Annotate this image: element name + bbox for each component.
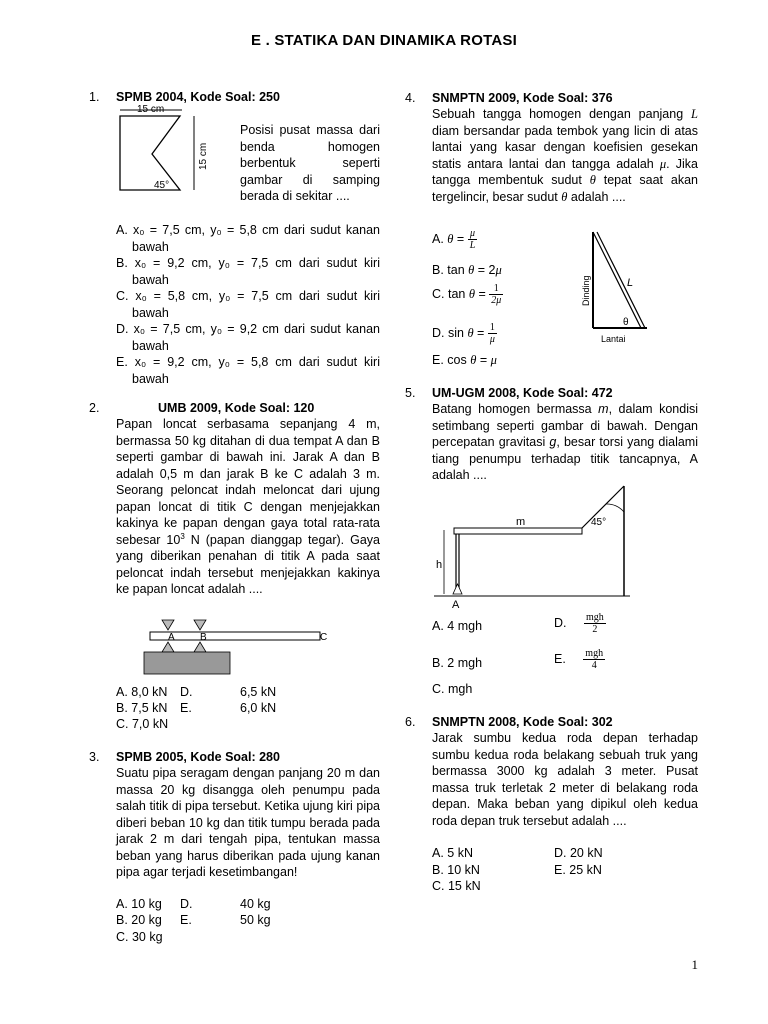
q4-opt-d-key: D. sin: [432, 325, 468, 340]
question-1-options: [116, 222, 380, 387]
q2-option-c[interactable]: C. 7,0 kN: [116, 717, 169, 731]
q5-beam-figure: [430, 478, 640, 612]
q4-opt-b-var: θ: [468, 263, 475, 277]
question-4-text: [432, 106, 698, 205]
q4-text-2: diam bersandar pada tembok yang licin di atas lantai yang kasar dengan koefisien gesekan statis antara lantai dan tangga adalah: [432, 123, 698, 171]
q5-fig-mass-label: m: [516, 516, 526, 528]
q4-opt-b-key: B. tan: [432, 263, 469, 277]
q4-opt-e-eq: =: [476, 353, 491, 367]
q5-opt-e-num: mgh: [585, 648, 604, 659]
question-5-text: [432, 401, 698, 484]
q4-option-a[interactable]: [432, 228, 477, 251]
q4-opt-d-var: θ: [467, 325, 474, 340]
q1-fig-top-label: 15 cm: [137, 104, 165, 115]
q4-text-theta: θ: [589, 173, 596, 187]
q2-option-a[interactable]: A. 8,0 kN: [116, 685, 168, 699]
q4-opt-e-key: E. cos: [432, 353, 471, 367]
q4-opt-c-eq: =: [474, 286, 490, 301]
q3-option-b[interactable]: B. 20 kg: [116, 913, 162, 927]
q3-option-d-value[interactable]: 40 kg: [240, 897, 271, 911]
q5-text-2: , dalam kondisi setimbang seperti gambar di bawah. Dengan percepatan gravitasi: [432, 402, 698, 449]
q4-text-theta-2: θ: [561, 189, 568, 204]
q1-option-b[interactable]: B. x₀ = 9,2 cm, y₀ = 7,5 cm dari sudut kiri bawah: [116, 256, 380, 287]
question-1-text: Posisi pusat massa dari benda homogen berbentuk seperti gambar di samping berada di sekitar ....: [240, 123, 380, 203]
question-number-2: 2.: [89, 401, 100, 415]
q1-option-a[interactable]: A. x₀ = 7,5 cm, y₀ = 5,8 cm dari sudut kanan bawah: [116, 223, 380, 254]
q4-opt-b-eq: = 2: [474, 263, 496, 277]
q1-figure: [112, 104, 220, 196]
q4-option-e[interactable]: [432, 352, 497, 369]
q5-fig-height-label: h: [436, 559, 443, 571]
q4-fig-angle-label: θ: [623, 317, 629, 328]
q4-opt-b-mu: μ: [495, 263, 502, 277]
q6-option-b[interactable]: B. 10 kN: [432, 863, 480, 877]
q4-option-c[interactable]: [432, 283, 503, 306]
question-6-text: Jarak sumbu kedua roda depan terhadap sumbu kedua roda belakang sebuah truk yang bermassa 3000 kg adalah 3 meter. Pusat massa truk terletak 2 meter di belakang roda depan. Maka beban yang dipikul oleh kedua roda depan truk tersebut adalah ....: [432, 731, 698, 828]
q4-opt-a-num: μ: [468, 228, 478, 240]
q4-fig-length-label: L: [627, 277, 634, 289]
q4-opt-d-eq: =: [473, 325, 488, 340]
question-number-6: 6.: [405, 715, 416, 729]
question-4-header: SNMPTN 2009, Kode Soal: 376: [432, 91, 613, 105]
question-number-1: 1.: [89, 90, 100, 104]
q1-option-e[interactable]: E. x₀ = 9,2 cm, y₀ = 5,8 cm dari sudut kiri bawah: [116, 355, 380, 386]
q5-opt-e-fraction: [583, 648, 605, 671]
q2-option-e-key[interactable]: E.: [180, 701, 192, 715]
q4-opt-c-den: 2μ: [491, 295, 502, 306]
q3-option-e-value[interactable]: 50 kg: [240, 913, 271, 927]
q2-diving-board-figure: [140, 616, 340, 676]
q4-text-5: adalah ....: [567, 189, 626, 204]
q2-option-d-value[interactable]: 6,5 kN: [240, 685, 277, 699]
q6-option-d[interactable]: D. 20 kN: [554, 846, 603, 860]
page-number: 1: [691, 957, 698, 972]
q2-fig-label-c: C: [320, 632, 328, 643]
q5-opt-d-key: D.: [554, 615, 567, 630]
q4-opt-a-key: A.: [432, 231, 448, 246]
q4-text-3: . Jika tangga membentuk sudut: [432, 156, 698, 187]
q4-opt-e-var: θ: [470, 353, 477, 367]
q4-option-d[interactable]: [432, 322, 497, 345]
q4-text-4: tepat saat akan tergelincir, besar sudut: [432, 173, 698, 204]
q5-opt-d-den: 2: [592, 624, 598, 635]
q5-option-a[interactable]: A. 4 mgh: [432, 619, 483, 633]
question-3-header: SPMB 2005, Kode Soal: 280: [116, 750, 280, 764]
q5-text-3: , besar torsi yang dialami tiang penumpu terhadap titik tancapnya, A adalah ....: [432, 435, 698, 482]
q2-fig-label-a: A: [168, 632, 175, 643]
q3-option-d-key[interactable]: D.: [180, 897, 193, 911]
page-title: E . STATIKA DAN DINAMIKA ROTASI: [251, 32, 517, 49]
q4-text-L: L: [691, 107, 698, 121]
q4-opt-d-den: μ: [489, 334, 495, 345]
question-2-text: [116, 416, 380, 598]
q4-opt-a-var: θ: [447, 231, 454, 246]
q4-opt-a-eq: =: [453, 231, 468, 246]
q5-opt-d-num: mgh: [585, 612, 604, 623]
q4-opt-d-num: 1: [488, 322, 497, 334]
q4-fig-wall-label: Dinding: [581, 275, 591, 306]
q5-fig-angle-label: 45°: [591, 517, 607, 528]
q4-opt-c-fraction: [489, 283, 503, 306]
q6-option-c[interactable]: C. 15 kN: [432, 879, 481, 893]
q5-option-b[interactable]: B. 2 mgh: [432, 656, 483, 670]
q3-option-e-key[interactable]: E.: [180, 913, 192, 927]
q1-option-c[interactable]: C. x₀ = 5,8 cm, y₀ = 7,5 cm dari sudut kiri bawah: [116, 289, 380, 320]
q2-option-d-key[interactable]: D.: [180, 685, 193, 699]
q2-fig-label-b: B: [200, 632, 207, 643]
q4-opt-e-mu: μ: [490, 353, 497, 367]
q4-ladder-figure: [575, 228, 655, 346]
q4-text-1: Sebuah tangga homogen dengan panjang: [432, 107, 692, 121]
q6-option-a[interactable]: A. 5 kN: [432, 846, 473, 860]
q1-fig-angle-label: 45°: [154, 180, 170, 191]
q5-option-d[interactable]: [554, 612, 606, 635]
question-3-text: Suatu pipa seragam dengan panjang 20 m dan massa 20 kg disangga oleh penumpu pada salah titik di pipa tersebut. Ketika ujung kiri pipa diberi beban 10 kg dan titik tumpu berada pada jarak 2 m dari tengah pipa, tentukan massa beban yang harus diberikan pada ujung kanan pipa agar terjadi kesetimbangan!: [116, 766, 380, 879]
q2-text-b: N (papan dianggap tegar). Gaya yang diberikan penahan di titik A pada saat peloncat indah tersebut menjejakkan kakinya ke papan loncat adalah ....: [116, 532, 380, 596]
q5-opt-e-den: 4: [591, 660, 597, 671]
question-2-header: UMB 2009, Kode Soal: 120: [158, 401, 315, 415]
q4-opt-d-fraction: [488, 322, 497, 345]
q3-option-a[interactable]: A. 10 kg: [116, 897, 162, 911]
q1-option-d[interactable]: D. x₀ = 7,5 cm, y₀ = 9,2 cm dari sudut kanan bawah: [116, 322, 380, 353]
q5-option-c[interactable]: C. mgh: [432, 682, 473, 696]
q1-fig-side-label: 15 cm: [198, 142, 209, 170]
q2-option-b[interactable]: B. 7,5 kN: [116, 701, 168, 715]
q2-text-sup: 3: [180, 531, 185, 541]
q4-opt-a-den: L: [469, 240, 476, 251]
question-number-4: 4.: [405, 91, 416, 105]
q5-text-g: g: [549, 435, 557, 449]
q4-fig-floor-label: Lantai: [601, 334, 626, 344]
q5-option-e[interactable]: [554, 648, 605, 671]
question-number-5: 5.: [405, 386, 416, 400]
question-6-header: SNMPTN 2008, Kode Soal: 302: [432, 715, 613, 729]
question-1-header: SPMB 2004, Kode Soal: 250: [116, 90, 280, 104]
q5-fig-point-label: A: [452, 599, 460, 611]
q5-opt-e-key: E.: [554, 651, 566, 666]
q4-opt-c-var: θ: [468, 286, 475, 301]
q3-option-c[interactable]: C. 30 kg: [116, 930, 163, 944]
question-5-header: UM-UGM 2008, Kode Soal: 472: [432, 386, 613, 400]
q4-opt-c-key: C. tan: [432, 286, 469, 301]
q2-option-e-value[interactable]: 6,0 kN: [240, 701, 277, 715]
q4-opt-c-num: 1: [489, 283, 503, 295]
q4-option-b[interactable]: [432, 262, 502, 279]
q5-opt-d-fraction: [584, 612, 606, 635]
q5-text-m: m: [598, 402, 609, 416]
q4-text-mu: μ: [659, 156, 667, 171]
question-number-3: 3.: [89, 750, 100, 764]
q2-text-a: Papan loncat serbasama sepanjang 4 m, bermassa 50 kg ditahan di dua tempat A dan B seperti gambar di bawah ini. Jarak A dan B adalah 0,5 m dan jarak B ke C adalah 3 m. Seorang peloncat indah meloncat dari ujung papan loncat di titik C dengan menjejakkan kakinya ke papan dengan gaya total rata-rata sebesar 10: [116, 417, 380, 547]
q4-opt-a-fraction: [468, 228, 478, 251]
q5-text-1: Batang homogen bermassa: [432, 402, 599, 416]
q6-option-e[interactable]: E. 25 kN: [554, 863, 602, 877]
